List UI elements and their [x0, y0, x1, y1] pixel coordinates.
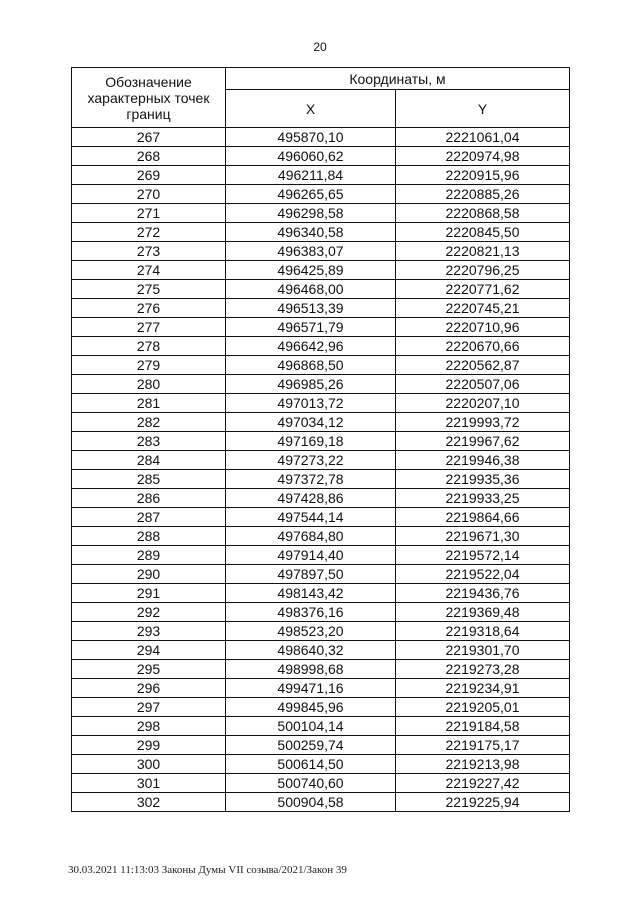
point-id-cell: 293 [72, 622, 226, 641]
point-id-cell: 300 [72, 755, 226, 774]
y-coordinate-cell: 2220771,62 [396, 280, 570, 299]
x-coordinate-cell: 497034,12 [226, 413, 396, 432]
x-coordinate-cell: 495870,10 [226, 128, 396, 147]
table-body [72, 128, 570, 812]
point-id-cell: 274 [72, 261, 226, 280]
y-coordinate-cell: 2220845,50 [396, 223, 570, 242]
table-row [72, 736, 570, 755]
y-coordinate-cell: 2220868,58 [396, 204, 570, 223]
y-coordinate-cell: 2220915,96 [396, 166, 570, 185]
x-coordinate-cell: 496513,39 [226, 299, 396, 318]
x-coordinate-cell: 496298,58 [226, 204, 396, 223]
table-row [72, 147, 570, 166]
y-coordinate-cell: 2220796,25 [396, 261, 570, 280]
point-id-cell: 271 [72, 204, 226, 223]
table-row [72, 128, 570, 147]
table-row [72, 280, 570, 299]
y-coordinate-cell: 2220507,06 [396, 375, 570, 394]
table-row [72, 432, 570, 451]
y-coordinate-cell: 2219946,38 [396, 451, 570, 470]
x-coordinate-cell: 499845,96 [226, 698, 396, 717]
x-coordinate-cell: 496985,26 [226, 375, 396, 394]
y-coordinate-cell: 2220885,26 [396, 185, 570, 204]
point-id-cell: 275 [72, 280, 226, 299]
point-id-cell: 298 [72, 717, 226, 736]
point-id-cell: 276 [72, 299, 226, 318]
x-coordinate-cell: 500614,50 [226, 755, 396, 774]
y-coordinate-cell: 2219369,48 [396, 603, 570, 622]
point-id-cell: 280 [72, 375, 226, 394]
y-coordinate-cell: 2219572,14 [396, 546, 570, 565]
y-coordinate-cell: 2220745,21 [396, 299, 570, 318]
x-coordinate-cell: 500904,58 [226, 793, 396, 812]
table-row [72, 622, 570, 641]
x-coordinate-cell: 496571,79 [226, 318, 396, 337]
point-id-cell: 279 [72, 356, 226, 375]
table-row [72, 166, 570, 185]
point-id-cell: 297 [72, 698, 226, 717]
y-coordinate-cell: 2219273,28 [396, 660, 570, 679]
x-coordinate-cell: 496265,65 [226, 185, 396, 204]
x-coordinate-cell: 497013,72 [226, 394, 396, 413]
y-coordinate-cell: 2220710,96 [396, 318, 570, 337]
x-coordinate-cell: 500740,60 [226, 774, 396, 793]
table-row [72, 755, 570, 774]
point-id-cell: 284 [72, 451, 226, 470]
designation-header: Обозначение характерных точек границ [72, 68, 226, 128]
point-id-cell: 273 [72, 242, 226, 261]
table-row [72, 717, 570, 736]
x-coordinate-cell: 496060,62 [226, 147, 396, 166]
x-column-header: X [226, 90, 396, 128]
table-row [72, 337, 570, 356]
y-coordinate-cell: 2219935,36 [396, 470, 570, 489]
y-coordinate-cell: 2219671,30 [396, 527, 570, 546]
x-coordinate-cell: 498998,68 [226, 660, 396, 679]
table-row [72, 185, 570, 204]
table-header [72, 68, 570, 128]
point-id-cell: 267 [72, 128, 226, 147]
y-coordinate-cell: 2219227,42 [396, 774, 570, 793]
y-coordinate-cell: 2219318,64 [396, 622, 570, 641]
point-id-cell: 278 [72, 337, 226, 356]
table-row [72, 603, 570, 622]
x-coordinate-cell: 497273,22 [226, 451, 396, 470]
point-id-cell: 290 [72, 565, 226, 584]
table-row [72, 223, 570, 242]
y-coordinate-cell: 2219175,17 [396, 736, 570, 755]
point-id-cell: 295 [72, 660, 226, 679]
point-id-cell: 285 [72, 470, 226, 489]
x-coordinate-cell: 497914,40 [226, 546, 396, 565]
x-coordinate-cell: 496383,07 [226, 242, 396, 261]
x-coordinate-cell: 496425,89 [226, 261, 396, 280]
x-coordinate-cell: 500104,14 [226, 717, 396, 736]
x-coordinate-cell: 497897,50 [226, 565, 396, 584]
y-coordinate-cell: 2219522,04 [396, 565, 570, 584]
y-coordinate-cell: 2220562,87 [396, 356, 570, 375]
x-coordinate-cell: 500259,74 [226, 736, 396, 755]
y-coordinate-cell: 2219933,25 [396, 489, 570, 508]
table-row [72, 261, 570, 280]
y-coordinate-cell: 2219213,98 [396, 755, 570, 774]
point-id-cell: 289 [72, 546, 226, 565]
table-row [72, 584, 570, 603]
point-id-cell: 302 [72, 793, 226, 812]
y-coordinate-cell: 2219436,76 [396, 584, 570, 603]
point-id-cell: 282 [72, 413, 226, 432]
page-number: 20 [313, 40, 327, 54]
y-coordinate-cell: 2219993,72 [396, 413, 570, 432]
table-row [72, 394, 570, 413]
x-coordinate-cell: 498376,16 [226, 603, 396, 622]
table-row [72, 774, 570, 793]
table-row [72, 641, 570, 660]
point-id-cell: 288 [72, 527, 226, 546]
y-coordinate-cell: 2221061,04 [396, 128, 570, 147]
x-coordinate-cell: 497372,78 [226, 470, 396, 489]
table-row [72, 546, 570, 565]
x-coordinate-cell: 499471,16 [226, 679, 396, 698]
point-id-cell: 294 [72, 641, 226, 660]
coordinates-header: Координаты, м [226, 68, 570, 90]
point-id-cell: 296 [72, 679, 226, 698]
x-coordinate-cell: 498640,32 [226, 641, 396, 660]
table-row [72, 698, 570, 717]
table-row [72, 489, 570, 508]
table-row [72, 679, 570, 698]
table-row [72, 299, 570, 318]
point-id-cell: 287 [72, 508, 226, 527]
point-id-cell: 283 [72, 432, 226, 451]
x-coordinate-cell: 497428,86 [226, 489, 396, 508]
y-coordinate-cell: 2220974,98 [396, 147, 570, 166]
table-row [72, 508, 570, 527]
x-coordinate-cell: 497544,14 [226, 508, 396, 527]
coordinates-table [71, 67, 570, 812]
table-row [72, 527, 570, 546]
point-id-cell: 286 [72, 489, 226, 508]
table-row [72, 242, 570, 261]
x-coordinate-cell: 496642,96 [226, 337, 396, 356]
point-id-cell: 268 [72, 147, 226, 166]
x-coordinate-cell: 496211,84 [226, 166, 396, 185]
x-coordinate-cell: 496868,50 [226, 356, 396, 375]
y-coordinate-cell: 2219234,91 [396, 679, 570, 698]
table-row [72, 660, 570, 679]
point-id-cell: 292 [72, 603, 226, 622]
x-coordinate-cell: 497169,18 [226, 432, 396, 451]
y-column-header: Y [396, 90, 570, 128]
table-row [72, 356, 570, 375]
y-coordinate-cell: 2220821,13 [396, 242, 570, 261]
point-id-cell: 291 [72, 584, 226, 603]
table-row [72, 451, 570, 470]
document-footer: 30.03.2021 11:13:03 Законы Думы VII созыва/2021/Закон 39 [68, 864, 347, 876]
y-coordinate-cell: 2219864,66 [396, 508, 570, 527]
table-row [72, 565, 570, 584]
point-id-cell: 281 [72, 394, 226, 413]
x-coordinate-cell: 496468,00 [226, 280, 396, 299]
y-coordinate-cell: 2219301,70 [396, 641, 570, 660]
point-id-cell: 277 [72, 318, 226, 337]
point-id-cell: 301 [72, 774, 226, 793]
x-coordinate-cell: 497684,80 [226, 527, 396, 546]
table-row [72, 318, 570, 337]
y-coordinate-cell: 2219205,01 [396, 698, 570, 717]
point-id-cell: 272 [72, 223, 226, 242]
table-row [72, 204, 570, 223]
table-row [72, 793, 570, 812]
y-coordinate-cell: 2220670,66 [396, 337, 570, 356]
x-coordinate-cell: 498523,20 [226, 622, 396, 641]
table-row [72, 413, 570, 432]
table-row [72, 470, 570, 489]
y-coordinate-cell: 2220207,10 [396, 394, 570, 413]
x-coordinate-cell: 496340,58 [226, 223, 396, 242]
y-coordinate-cell: 2219967,62 [396, 432, 570, 451]
table-row [72, 375, 570, 394]
x-coordinate-cell: 498143,42 [226, 584, 396, 603]
y-coordinate-cell: 2219225,94 [396, 793, 570, 812]
y-coordinate-cell: 2219184,58 [396, 717, 570, 736]
point-id-cell: 269 [72, 166, 226, 185]
point-id-cell: 299 [72, 736, 226, 755]
point-id-cell: 270 [72, 185, 226, 204]
